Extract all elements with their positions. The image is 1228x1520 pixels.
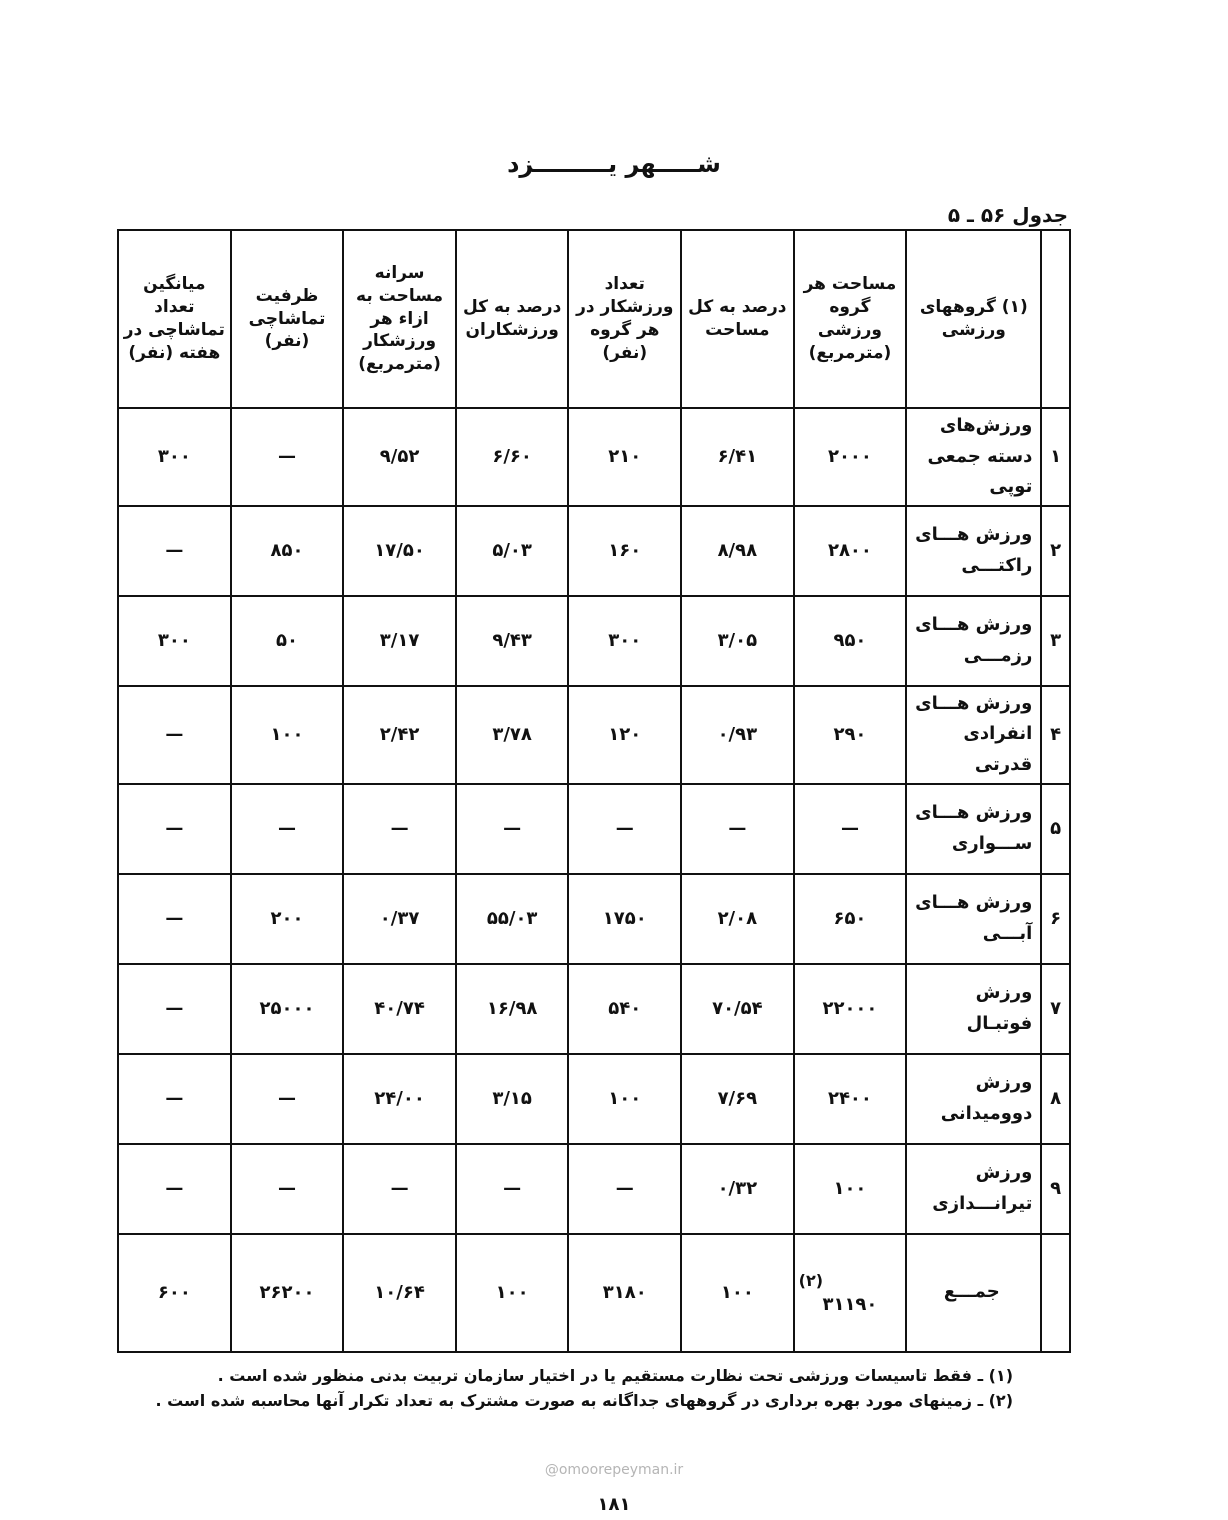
total-capacity-cell: ۲۶۲۰۰	[231, 1234, 344, 1352]
athletes-pct-cell: ۶/۶۰	[456, 408, 569, 506]
header-athletes-pct: درصد به کل ورزشکاران	[456, 230, 569, 408]
area-pct-cell: ۸/۹۸	[681, 506, 794, 596]
per-capita-cell: ۰/۳۷	[343, 874, 456, 964]
table-row	[118, 596, 1070, 686]
avg-spectators-cell: ۳۰۰	[118, 408, 231, 506]
sports-facilities-table	[117, 229, 1071, 1353]
athletes-pct-cell: ۹/۴۳	[456, 596, 569, 686]
total-area-value: ۳۱۱۹۰	[822, 1293, 878, 1315]
table-row	[118, 874, 1070, 964]
total-row	[118, 1234, 1070, 1352]
row-number: ۶	[1041, 874, 1070, 964]
capacity-cell: ۸۵۰	[231, 506, 344, 596]
capacity-cell: —	[231, 784, 344, 874]
header-per-capita: سرانه مساحت به ازاء هر ورزشکار (مترمربع)	[343, 230, 456, 408]
area-pct-cell: ۰/۹۳	[681, 686, 794, 784]
per-capita-cell: ۳/۱۷	[343, 596, 456, 686]
page-number: ۱۸۱	[597, 1494, 631, 1515]
athletes-cell: —	[568, 1144, 681, 1234]
header-capacity: ظرفیت تماشاچی (نفر)	[231, 230, 344, 408]
total-area-cell	[794, 1234, 907, 1352]
per-capita-cell: —	[343, 1144, 456, 1234]
avg-spectators-cell: —	[118, 506, 231, 596]
table-header-row	[118, 230, 1070, 408]
avg-spectators-cell: ۳۰۰	[118, 596, 231, 686]
area-cell: ۲۲۰۰۰	[794, 964, 907, 1054]
row-number: ۴	[1041, 686, 1070, 784]
area-cell: —	[794, 784, 907, 874]
area-cell: ۱۰۰	[794, 1144, 907, 1234]
athletes-pct-cell: ۳/۷۸	[456, 686, 569, 784]
area-pct-cell: ۲/۰۸	[681, 874, 794, 964]
row-number: ۵	[1041, 784, 1070, 874]
total-athletes-pct-cell: ۱۰۰	[456, 1234, 569, 1352]
area-pct-cell: ۷۰/۵۴	[681, 964, 794, 1054]
row-number: ۲	[1041, 506, 1070, 596]
total-label: جمـــع	[906, 1234, 1041, 1352]
group-name: ورزش تیرانـــدازی	[906, 1144, 1041, 1234]
capacity-cell: ۱۰۰	[231, 686, 344, 784]
capacity-cell: —	[231, 1144, 344, 1234]
row-number: ۹	[1041, 1144, 1070, 1234]
avg-spectators-cell: —	[118, 686, 231, 784]
athletes-cell: ۱۶۰	[568, 506, 681, 596]
header-group: (۱) گروههای ورزشی	[906, 230, 1041, 408]
row-number: ۱	[1041, 408, 1070, 506]
table-row	[118, 686, 1070, 784]
header-avg-spectators: میانگین تعداد تماشاچی در هفته (نفر)	[118, 230, 231, 408]
capacity-cell: ۲۵۰۰۰	[231, 964, 344, 1054]
group-name: ورزش‌های دسته جمعی توپی	[906, 408, 1041, 506]
capacity-cell: ۵۰	[231, 596, 344, 686]
table-row	[118, 784, 1070, 874]
header-athletes: تعداد ورزشکار در هر گروه (نفر)	[568, 230, 681, 408]
athletes-pct-cell: ۵۵/۰۳	[456, 874, 569, 964]
per-capita-cell: ۱۷/۵۰	[343, 506, 456, 596]
athletes-cell: ۱۰۰	[568, 1054, 681, 1144]
table-row	[118, 408, 1070, 506]
per-capita-cell: ۲۴/۰۰	[343, 1054, 456, 1144]
header-num	[1041, 230, 1070, 408]
header-area-pct: درصد به کل مساحت	[681, 230, 794, 408]
capacity-cell: —	[231, 408, 344, 506]
footnote-1: (۱) ـ فقط تاسیسات ورزشی تحت نظارت مستقیم یا در اختیار سازمان تربیت بدنی منظور شده است .	[217, 1366, 1013, 1385]
total-per-capita-cell: ۱۰/۶۴	[343, 1234, 456, 1352]
footnote-2: (۲) ـ زمینهای مورد بهره برداری در گروههای جداگانه به صورت مشترک به تعداد تکرار آنها محاسبه شده است .	[155, 1391, 1013, 1410]
total-area-pct-cell: ۱۰۰	[681, 1234, 794, 1352]
total-athletes-cell: ۳۱۸۰	[568, 1234, 681, 1352]
athletes-cell: —	[568, 784, 681, 874]
avg-spectators-cell: —	[118, 1054, 231, 1144]
row-number: ۳	[1041, 596, 1070, 686]
area-pct-cell: ۷/۶۹	[681, 1054, 794, 1144]
avg-spectators-cell: —	[118, 874, 231, 964]
city-title: شـــــهر یـــــــــزد	[507, 150, 721, 178]
row-number-empty	[1041, 1234, 1070, 1352]
athletes-cell: ۱۷۵۰	[568, 874, 681, 964]
header-area: مساحت هر گروه ورزشی (مترمربع)	[794, 230, 907, 408]
athletes-pct-cell: ۵/۰۳	[456, 506, 569, 596]
area-cell: ۶۵۰	[794, 874, 907, 964]
athletes-pct-cell: ۱۶/۹۸	[456, 964, 569, 1054]
athletes-cell: ۱۲۰	[568, 686, 681, 784]
group-name: ورزش فوتبـال	[906, 964, 1041, 1054]
athletes-pct-cell: —	[456, 1144, 569, 1234]
table-row	[118, 964, 1070, 1054]
total-area-note: (۲)	[798, 1270, 824, 1290]
per-capita-cell: —	[343, 784, 456, 874]
table-row	[118, 506, 1070, 596]
row-number: ۸	[1041, 1054, 1070, 1144]
per-capita-cell: ۴۰/۷۴	[343, 964, 456, 1054]
athletes-cell: ۳۰۰	[568, 596, 681, 686]
athletes-pct-cell: ۳/۱۵	[456, 1054, 569, 1144]
avg-spectators-cell: —	[118, 784, 231, 874]
table-caption: جدول ۵۶ ـ ۵	[947, 203, 1068, 227]
avg-spectators-cell: —	[118, 964, 231, 1054]
area-cell: ۲۹۰	[794, 686, 907, 784]
athletes-cell: ۵۴۰	[568, 964, 681, 1054]
group-name: ورزش هـــای راکتـــی	[906, 506, 1041, 596]
group-name: ورزش هـــای انفرادی قدرتی	[906, 686, 1041, 784]
group-name: ورزش هـــای رزمـــی	[906, 596, 1041, 686]
per-capita-cell: ۹/۵۲	[343, 408, 456, 506]
area-cell: ۲۴۰۰	[794, 1054, 907, 1144]
avg-spectators-cell: —	[118, 1144, 231, 1234]
capacity-cell: ۲۰۰	[231, 874, 344, 964]
per-capita-cell: ۲/۴۲	[343, 686, 456, 784]
row-number: ۷	[1041, 964, 1070, 1054]
athletes-cell: ۲۱۰	[568, 408, 681, 506]
group-name: ورزش هـــای آبـــی	[906, 874, 1041, 964]
group-name: ورزش دوومیدانی	[906, 1054, 1041, 1144]
area-pct-cell: —	[681, 784, 794, 874]
table-row	[118, 1144, 1070, 1234]
area-cell: ۲۸۰۰	[794, 506, 907, 596]
area-cell: ۲۰۰۰	[794, 408, 907, 506]
athletes-pct-cell: —	[456, 784, 569, 874]
group-name: ورزش هـــای ســـواری	[906, 784, 1041, 874]
area-pct-cell: ۰/۳۲	[681, 1144, 794, 1234]
area-pct-cell: ۳/۰۵	[681, 596, 794, 686]
area-cell: ۹۵۰	[794, 596, 907, 686]
watermark-text: @omoorepeyman.ir	[544, 1462, 684, 1478]
area-pct-cell: ۶/۴۱	[681, 408, 794, 506]
total-avg-spectators-cell: ۶۰۰	[118, 1234, 231, 1352]
capacity-cell: —	[231, 1054, 344, 1144]
table-row	[118, 1054, 1070, 1144]
